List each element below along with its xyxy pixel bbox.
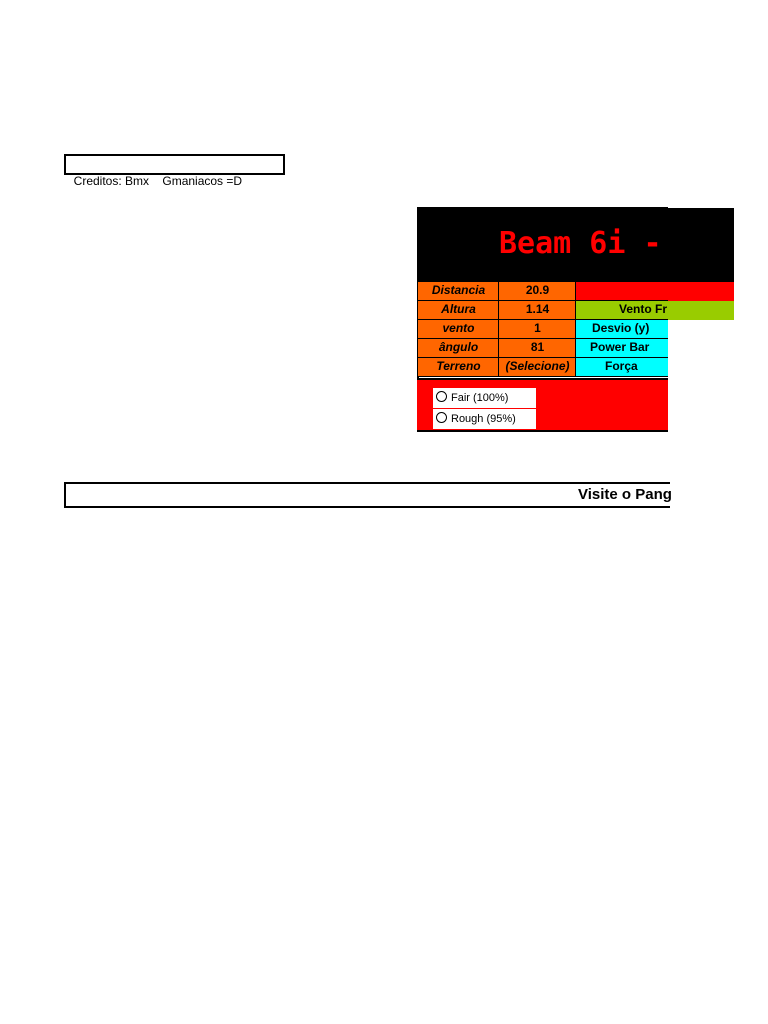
- label-terreno: Terreno: [417, 357, 500, 377]
- value-angulo[interactable]: 81: [498, 338, 577, 358]
- visit-banner: [64, 482, 670, 508]
- result-vento-frente: Vento Fr: [575, 300, 668, 320]
- radio-rough-label: Rough (95%): [451, 413, 516, 425]
- label-distancia: Distancia: [417, 281, 500, 301]
- result-power-bar: Power Bar: [575, 338, 668, 358]
- distance-result-extension: [668, 282, 734, 301]
- value-vento[interactable]: 1: [498, 319, 577, 339]
- result-forca: Força: [575, 357, 668, 377]
- label-altura: Altura: [417, 300, 500, 320]
- visit-text: Visite o Pang: [578, 486, 672, 503]
- terrain-select[interactable]: (Selecione): [498, 357, 577, 377]
- bottom-border: [417, 430, 668, 432]
- wind-result-extension: [668, 301, 734, 320]
- terrain-options-panel: [417, 378, 668, 432]
- value-distancia[interactable]: 20.9: [498, 281, 577, 301]
- calculator: [417, 207, 680, 432]
- radio-rough[interactable]: [433, 409, 536, 429]
- label-vento: vento: [417, 319, 500, 339]
- radio-circle-icon[interactable]: [436, 412, 447, 423]
- label-angulo: ângulo: [417, 338, 500, 358]
- result-distancia: [575, 281, 668, 301]
- value-altura[interactable]: 1.14: [498, 300, 577, 320]
- credits-box: [64, 154, 285, 188]
- radio-fair[interactable]: [433, 388, 536, 408]
- calculator-title: Beam 6i -: [499, 226, 680, 261]
- result-desvio: Desvio (y): [575, 319, 668, 339]
- credits-text: Creditos: Bmx Gmaniacos =D: [73, 174, 243, 188]
- radio-circle-icon[interactable]: [436, 391, 447, 402]
- radio-fair-label: Fair (100%): [451, 392, 509, 404]
- title-band: [417, 207, 680, 281]
